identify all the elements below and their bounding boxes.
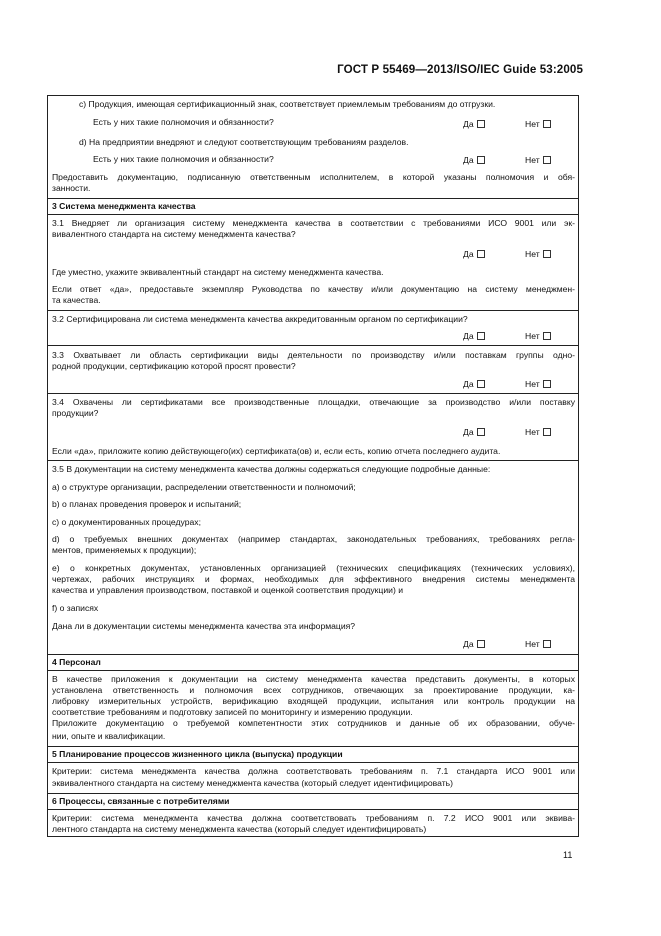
section-4-line-5: Приложите документацию о требуемой компетентности этих сотрудников и данные об их образовании, обуче- [52,718,575,728]
yes-option [463,331,485,342]
item-c-text: c) Продукция, имеющая сертификационный знак, соответствует приемлемым требованиям до отгрузки. [79,99,496,109]
question-3-5-d-cont: ментов, применяемых к продукции); [52,545,197,555]
no-checkbox[interactable] [543,156,551,164]
no-label: Нет [525,427,540,437]
yes-checkbox[interactable] [477,380,485,388]
no-option [525,639,551,650]
question-3-1-note: Где уместно, укажите эквивалентный стандарт на систему менеджмента качества. [52,267,384,277]
no-option [525,119,551,130]
yes-option [463,119,485,130]
item-d-text: d) На предприятии внедряют и следуют соответствующим требованиям разделов. [79,137,409,147]
question-3-3: 3.3 Охватывает ли область сертификации виды деятельности по производству и/или поставкам группы одно- [52,350,575,360]
row-divider [47,393,579,394]
no-checkbox[interactable] [543,380,551,388]
yes-checkbox[interactable] [477,428,485,436]
no-checkbox[interactable] [543,120,551,128]
no-checkbox[interactable] [543,640,551,648]
item-d-question: Есть у них такие полномочия и обязанности? [93,154,274,164]
section-4-title: 4 Персонал [52,657,101,667]
row-divider [47,809,579,810]
question-3-5-d: d) о требуемых внешних документах (например стандартах, законодательных требованиях, требованиях регла- [52,534,575,544]
item-c-question: Есть у них такие полномочия и обязанности? [93,117,274,127]
row-divider [47,746,579,747]
section-4-line-6: нии, опыте и квалификации. [52,731,166,741]
yes-checkbox[interactable] [477,156,485,164]
no-label: Нет [525,639,540,649]
row-divider [47,345,579,346]
yes-label: Да [463,249,474,259]
document-header: ГОСТ Р 55469—2013/ISO/IEC Guide 53:2005 [337,63,583,76]
question-3-1: 3.1 Внедряет ли организация систему менеджмента качества в соответствии с требованиями ИСО 9001 или эк- [52,218,575,228]
no-label: Нет [525,249,540,259]
yes-checkbox[interactable] [477,640,485,648]
no-option [525,249,551,260]
yes-label: Да [463,427,474,437]
section-4-line-3: либровку измерительных устройств, верификацию входящей продукции, испытания или контроль продукции на [52,696,575,706]
no-checkbox[interactable] [543,428,551,436]
section-6-line-2: лентного стандарта на систему менеджмента качества (который следует идентифицировать) [52,824,427,834]
yes-checkbox[interactable] [477,332,485,340]
question-3-5-e-cont: чертежах, рабочих инструкциях и формах, необходимых для эффективного внедрения системы менеджмента [52,574,575,584]
yes-label: Да [463,119,474,129]
yes-option [463,639,485,650]
no-checkbox[interactable] [543,332,551,340]
question-3-4-cont: продукции? [52,408,99,418]
yes-label: Да [463,155,474,165]
question-3-3-cont: родной продукции, сертификацию которой просят провести? [52,361,296,371]
no-option [525,331,551,342]
section-3-title: 3 Система менеджмента качества [52,201,196,211]
page-number: 11 [563,850,573,860]
no-option [525,427,551,438]
yes-option [463,379,485,390]
question-3-5-a: a) о структуре организации, распределении ответственности и полномочий; [52,482,356,492]
question-3-5-c: c) о документированных процедурах; [52,517,201,527]
question-3-5-b: b) о планах проведения проверок и испытаний; [52,499,242,509]
question-3-5-f: f) о записях [52,603,99,613]
yes-label: Да [463,331,474,341]
question-3-5-e: e) о конкретных документах, установленных организацией (технических спецификациях (технических условиях), [52,563,575,573]
yes-checkbox[interactable] [477,120,485,128]
question-3-5-e-cont2: качества и управления производством, поставкой и оценкой соответствия продукции) и [52,585,403,595]
yes-label: Да [463,379,474,389]
question-3-1-yes-note: Если ответ «да», предоставьте экземпляр Руководства по качеству и/или документацию на систему менеджмен- [52,284,575,294]
no-option [525,379,551,390]
question-3-1-cont: вивалентного стандарта на систему менеджмента качества? [52,229,296,239]
section-4-line-1: В качестве приложения к документации на систему менеджмента качества представить документы, в которых [52,674,575,684]
no-label: Нет [525,119,540,129]
question-3-5: 3.5 В документации на систему менеджмента качества должны содержаться следующие подробные данные: [52,464,491,474]
row-divider [47,670,579,671]
row-divider [47,214,579,215]
yes-option [463,155,485,166]
section-6-line-1: Критерии: система менеджмента качества должна соответствовать требованиям п. 7.2 ИСО 9001 или эквива- [52,813,575,823]
question-3-5-question: Дана ли в документации системы менеджмента качества эта информация? [52,621,356,631]
row-divider [47,762,579,763]
no-label: Нет [525,331,540,341]
row-divider [47,654,579,655]
row-divider [47,460,579,461]
documentation-note-cont: занности. [52,183,91,193]
question-3-1-yes-note-cont: та качества. [52,295,101,305]
section-6-title: 6 Процессы, связанные с потребителями [52,796,230,806]
row-divider [47,310,579,311]
row-divider [47,198,579,199]
section-4-line-4: соответствие требованиям и подготовку записей по мониторингу и измерению продукции. [52,707,413,717]
section-5-title: 5 Планирование процессов жизненного цикла (выпуска) продукции [52,749,343,759]
section-5-line-1: Критерии: система менеджмента качества должна соответствовать требованиям п. 7.1 стандарта ИСО 9001 или [52,766,575,776]
no-label: Нет [525,379,540,389]
row-divider [47,793,579,794]
yes-option [463,427,485,438]
yes-label: Да [463,639,474,649]
yes-option [463,249,485,260]
section-4-line-2: установлена ответственность и полномочия всех сотрудников, отвечающих за проектирование продукции, ка- [52,685,575,695]
section-5-line-2: эквивалентного стандарта на систему менеджмента качества (который следует идентифицировать) [52,778,454,788]
question-3-4: 3.4 Охвачены ли сертификатами все производственные площадки, отвечающие за производство и/или поставку [52,397,575,407]
yes-checkbox[interactable] [477,250,485,258]
documentation-note: Предоставить документацию, подписанную ответственным исполнителем, в которой указаны полномочия и обя- [52,172,575,182]
no-checkbox[interactable] [543,250,551,258]
no-label: Нет [525,155,540,165]
question-3-2: 3.2 Сертифицирована ли система менеджмента качества аккредитованным органом по сертификации? [52,314,468,324]
no-option [525,155,551,166]
question-3-4-note: Если «да», приложите копию действующего(их) сертификата(ов) и, если есть, копию отчета последнего аудита. [52,446,501,456]
